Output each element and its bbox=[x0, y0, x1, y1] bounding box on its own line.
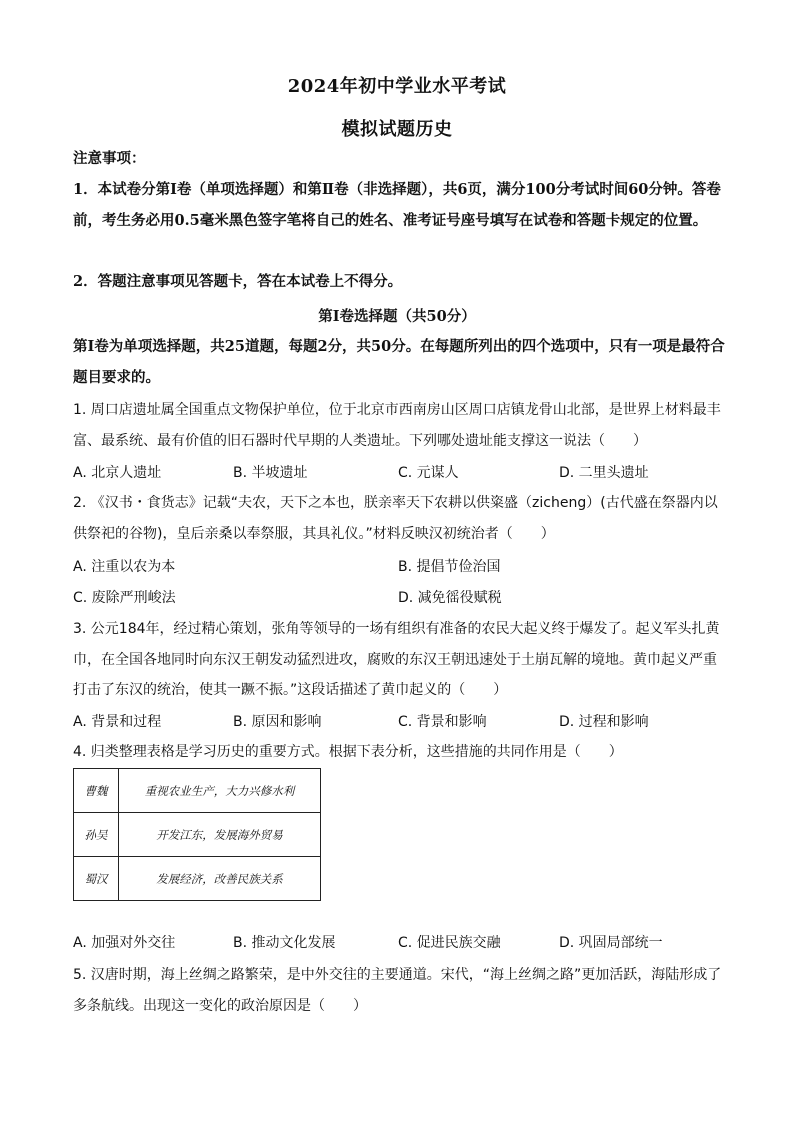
question-2-stem: 2. 《汉书・食货志》记载“夫农，天下之本也，朕亲率天下农耕以供粢盛（zicheng）(古代盛在祭器内以供祭祀的谷物)，皇后亲桑以奉祭服，其具礼仪。”材料反映汉初统治者（ ） bbox=[73, 495, 718, 542]
table-cell-measure: 重视农业生产，大力兴修水利 bbox=[119, 769, 321, 813]
q2-option-a[interactable]: A. 注重以农为本 bbox=[73, 559, 176, 575]
question-1-stem: 1. 周口店遗址属全国重点文物保护单位，位于北京市西南房山区周口店镇龙骨山北部，是世界上材料最丰富、最系统、最有价值的旧石器时代早期的人类遗址。下列哪处遗址能支撑这一说法（ ） bbox=[73, 402, 721, 449]
question-2-options-row1 bbox=[73, 556, 723, 586]
q2-option-b[interactable]: B. 提倡节俭治国 bbox=[398, 559, 501, 575]
q2-option-d[interactable]: D. 减免徭役赋税 bbox=[398, 590, 502, 606]
notice-item-1: 1．本试卷分第Ⅰ卷（单项选择题）和第Ⅱ卷（非选择题），共6页，满分100分考试时间60分钟。答卷前，考生务必用0.5毫米黑色签字笔将自己的姓名、准考证号座号填写在试卷和答题卡规定的位置。 bbox=[73, 181, 721, 229]
q2-option-c[interactable]: C. 废除严刑峻法 bbox=[73, 590, 176, 606]
table-cell-state: 孙吴 bbox=[74, 813, 119, 857]
exam-title: 2024年初中学业水平考试 bbox=[287, 76, 507, 97]
q3-option-a[interactable]: A. 背景和过程 bbox=[73, 714, 162, 730]
q4-option-d[interactable]: D. 巩固局部统一 bbox=[559, 935, 663, 951]
q1-option-b[interactable]: B. 半坡遗址 bbox=[233, 465, 308, 481]
table-row bbox=[74, 769, 321, 813]
question-2-options-row2 bbox=[73, 587, 723, 617]
q1-option-c[interactable]: C. 元谋人 bbox=[398, 465, 459, 481]
table-cell-measure: 发展经济，改善民族关系 bbox=[119, 857, 321, 901]
table-cell-state: 蜀汉 bbox=[74, 857, 119, 901]
section-intro: 第Ⅰ卷为单项选择题，共25道题，每题2分，共50分。在每题所列出的四个选项中，只有一项是最符合题目要求的。 bbox=[73, 338, 725, 386]
q4-option-b[interactable]: B. 推动文化发展 bbox=[233, 935, 336, 951]
table-cell-measure: 开发江东，发展海外贸易 bbox=[119, 813, 321, 857]
q1-option-a[interactable]: A. 北京人遗址 bbox=[73, 465, 162, 481]
section-title: 第Ⅰ卷选择题（共50分） bbox=[318, 308, 476, 325]
question-5-stem: 5. 汉唐时期，海上丝绸之路繁荣，是中外交往的主要通道。宋代，“海上丝绸之路”更加活跃，海陆形成了多条航线。出现这一变化的政治原因是（ ） bbox=[73, 967, 722, 1014]
q4-option-c[interactable]: C. 促进民族交融 bbox=[398, 935, 501, 951]
table-row bbox=[74, 857, 321, 901]
notice-heading: 注意事项： bbox=[73, 150, 146, 167]
q3-option-b[interactable]: B. 原因和影响 bbox=[233, 714, 322, 730]
q3-option-d[interactable]: D. 过程和影响 bbox=[559, 714, 649, 730]
question-4-options bbox=[73, 932, 723, 962]
q4-option-a[interactable]: A. 加强对外交往 bbox=[73, 935, 176, 951]
question-3-stem: 3. 公元184年，经过精心策划，张角等领导的一场有组织有准备的农民大起义终于爆发了。起义军头扎黄巾，在全国各地同时向东汉王朝发动猛烈进攻，腐败的东汉王朝迅速处于土崩瓦解的境地。黄巾起义严重打击了东汉的统治，使其一蹶不振。”这段话描述了黄巾起义的（ ） bbox=[73, 621, 720, 698]
question-4-stem: 4. 归类整理表格是学习历史的重要方式。根据下表分析，这些措施的共同作用是（ ） bbox=[73, 744, 623, 760]
table-cell-state: 曹魏 bbox=[74, 769, 119, 813]
table-row bbox=[74, 813, 321, 857]
notice-item-2: 2．答题注意事项见答题卡，答在本试卷上不得分。 bbox=[73, 273, 403, 290]
q3-option-c[interactable]: C. 背景和影响 bbox=[398, 714, 487, 730]
exam-subtitle: 模拟试题历史 bbox=[341, 119, 453, 140]
measures-table bbox=[73, 768, 321, 901]
q1-option-d[interactable]: D. 二里头遗址 bbox=[559, 465, 649, 481]
